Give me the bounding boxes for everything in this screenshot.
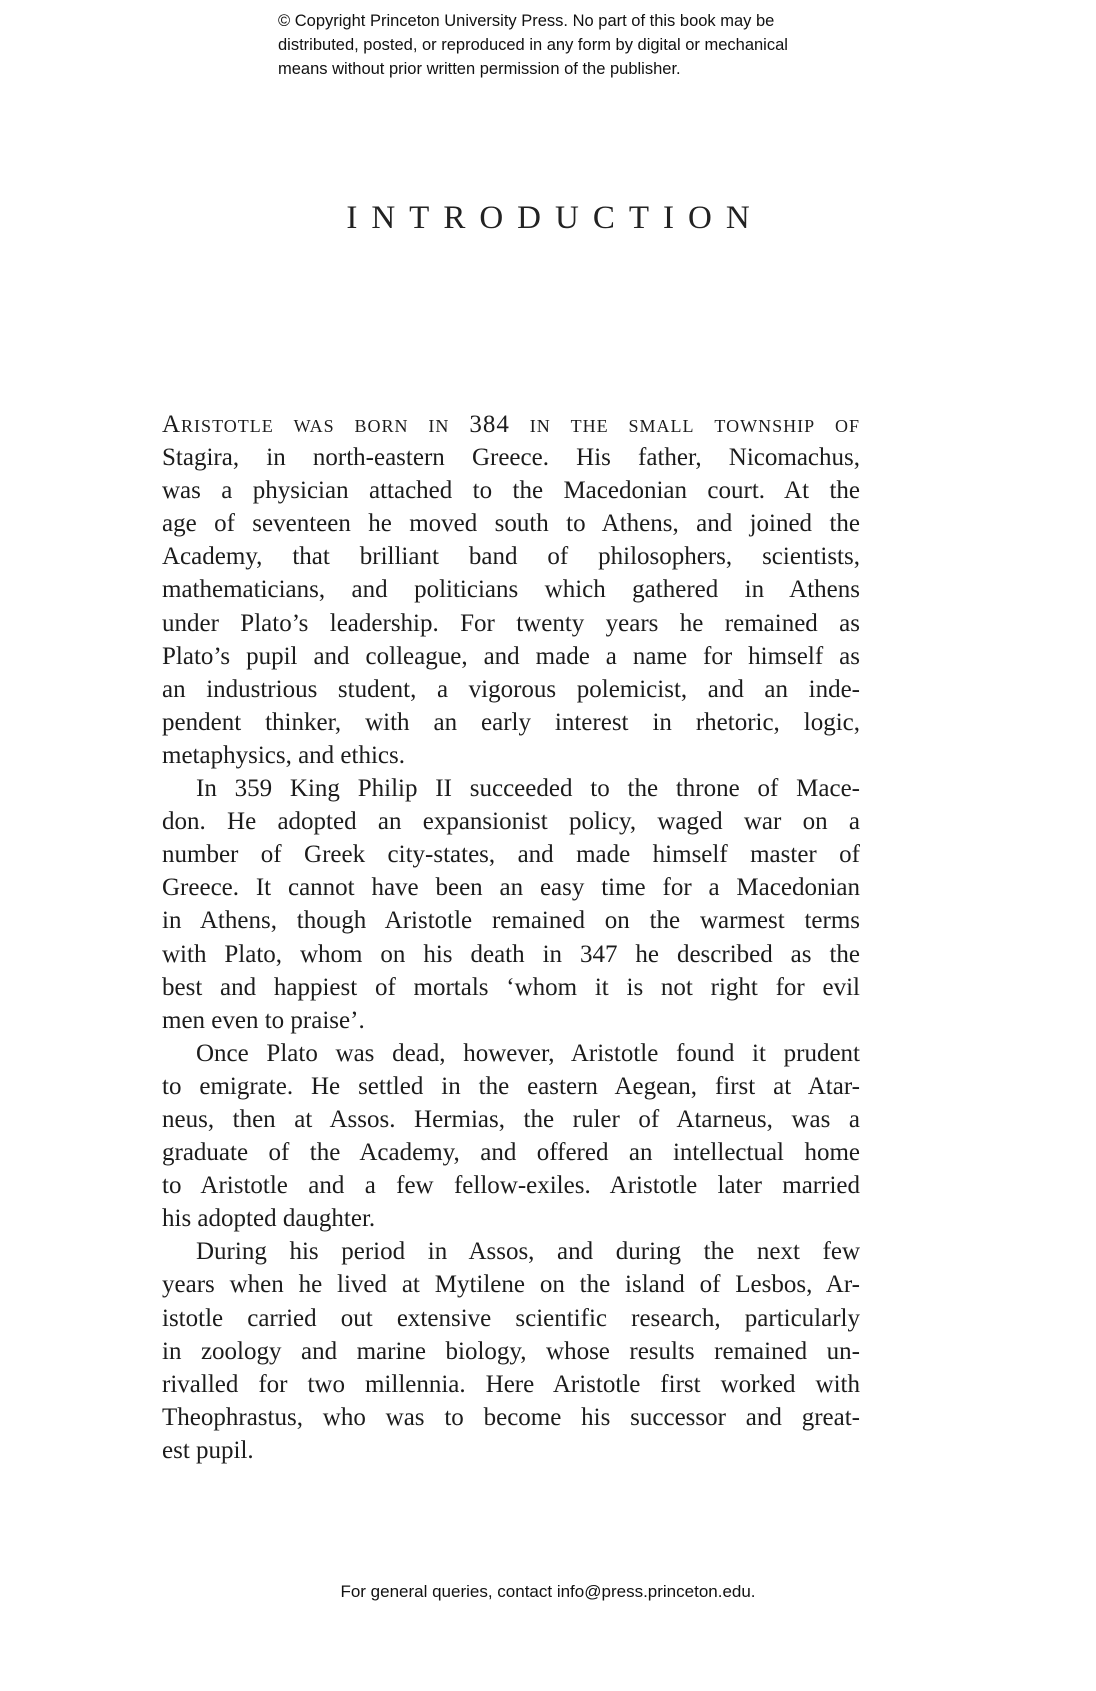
text-line: best and happiest of mortals ‘whom it is not right for evil (162, 973, 860, 1001)
lead-in-smallcaps: Aristotle was born in 384 in the small township of (162, 411, 860, 438)
text-line: his adopted daughter. (162, 1205, 376, 1233)
text-line: number of Greek city-states, and made himself master of (162, 841, 860, 869)
text-line: an industrious student, a vigorous polemicist, and an inde- (162, 675, 860, 703)
text-line: neus, then at Assos. Hermias, the ruler of Atarneus, was a (162, 1105, 860, 1133)
text-line: metaphysics, and ethics. (162, 741, 405, 769)
text-line: to emigrate. He settled in the eastern Aegean, first at Atar- (162, 1072, 860, 1100)
text-line: was a physician attached to the Macedonian court. At the (162, 477, 860, 505)
text-line: In 359 King Philip II succeeded to the throne of Mace- (196, 775, 860, 803)
text-line: rivalled for two millennia. Here Aristotle first worked with (162, 1370, 860, 1398)
copyright-notice (278, 9, 898, 81)
chapter-title: INTRODUCTION (346, 200, 764, 236)
paragraph-2 (162, 772, 860, 1037)
text-line: mathematicians, and politicians which gathered in Athens (162, 576, 860, 604)
text-line: est pupil. (162, 1436, 254, 1464)
text-line: Plato’s pupil and colleague, and made a name for himself as (162, 642, 860, 670)
text-line: Greece. It cannot have been an easy time for a Macedonian (162, 874, 860, 902)
text-line: with Plato, whom on his death in 347 he described as the (162, 940, 860, 968)
text-line: pendent thinker, with an early interest in rhetoric, logic, (162, 708, 860, 736)
copyright-line: © Copyright Princeton University Press. No part of this book may be (278, 12, 775, 30)
paragraph-1 (162, 408, 860, 772)
text-line: men even to praise’. (162, 1006, 365, 1034)
paragraph-4 (162, 1235, 860, 1467)
paragraph-3 (162, 1037, 860, 1236)
text-line: Once Plato was dead, however, Aristotle found it prudent (196, 1039, 860, 1067)
body-text (162, 408, 860, 1467)
text-line: Theophrastus, who was to become his successor and great- (162, 1403, 860, 1431)
copyright-line: distributed, posted, or reproduced in any form by digital or mechanical (278, 36, 788, 54)
text-line: Stagira, in north-eastern Greece. His father, Nicomachus, (162, 444, 860, 472)
text-line: in Athens, though Aristotle remained on the warmest terms (162, 907, 860, 935)
text-line: don. He adopted an expansionist policy, waged war on a (162, 808, 860, 836)
text-line: under Plato’s leadership. For twenty years he remained as (162, 609, 860, 637)
text-line: years when he lived at Mytilene on the island of Lesbos, Ar- (162, 1271, 860, 1299)
text-line: During his period in Assos, and during the next few (196, 1238, 860, 1266)
text-line: Academy, that brilliant band of philosophers, scientists, (162, 543, 860, 571)
footer-contact: For general queries, contact info@press.princeton.edu. (340, 1582, 756, 1601)
text-line: age of seventeen he moved south to Athens, and joined the (162, 510, 860, 538)
text-line: graduate of the Academy, and offered an intellectual home (162, 1139, 860, 1167)
text-line: istotle carried out extensive scientific research, particularly (162, 1304, 860, 1332)
copyright-line: means without prior written permission of the publisher. (278, 60, 681, 78)
text-line: in zoology and marine biology, whose results remained un- (162, 1337, 860, 1365)
text-line: to Aristotle and a few fellow-exiles. Aristotle later married (162, 1172, 860, 1200)
